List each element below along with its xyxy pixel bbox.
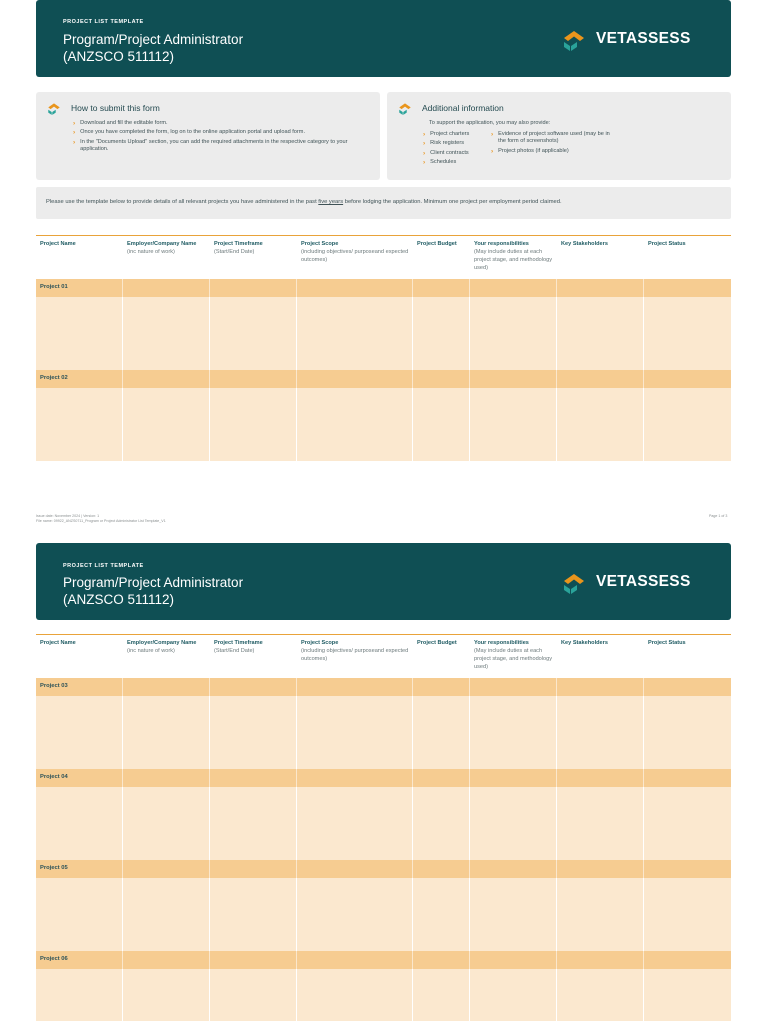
project-row-header: [36, 279, 731, 297]
header-cell: [123, 279, 210, 297]
header-cell: [557, 370, 644, 388]
chevron-right-icon: ›: [491, 131, 494, 138]
entry-cell[interactable]: [644, 696, 731, 769]
entry-cell[interactable]: [123, 878, 210, 951]
list-item: › Project charters: [423, 131, 470, 138]
project-label: Project 04: [36, 769, 123, 787]
header-cell: [297, 279, 413, 297]
column-header: Project Budget: [417, 241, 457, 247]
entry-cell[interactable]: [644, 969, 731, 1021]
entry-cell[interactable]: [123, 969, 210, 1021]
entry-cell[interactable]: [36, 878, 123, 951]
project-row-header: [36, 370, 731, 388]
column-header: Project Name: [40, 241, 76, 247]
additional-info-intro: To support the application, you may also provide:: [429, 120, 551, 126]
entry-cell[interactable]: [297, 388, 413, 461]
vetassess-logo-icon: [397, 101, 413, 115]
list-item: › Evidence of project software used (may be in the form of screenshots): [491, 131, 610, 145]
entry-cell[interactable]: [297, 297, 413, 370]
chevron-right-icon: ›: [423, 140, 426, 148]
entry-cell[interactable]: [123, 388, 210, 461]
chevron-right-icon: ›: [73, 138, 76, 146]
project-row: [36, 878, 731, 951]
header-cell: [210, 769, 297, 787]
entry-cell[interactable]: [644, 388, 731, 461]
header-cell: [470, 860, 557, 878]
entry-cell[interactable]: [470, 878, 557, 951]
column-header: Project Scope (including objectives/ purposeand expected outcomes): [301, 241, 409, 263]
entry-cell[interactable]: [557, 969, 644, 1021]
chevron-right-icon: ›: [73, 120, 76, 127]
column-header: Project Status: [648, 640, 686, 646]
project-row-header: [36, 769, 731, 787]
header-cell: [557, 860, 644, 878]
list-item: › Download and fill the editable form.: [73, 120, 168, 127]
footer-issue-date: Issue date: November 2024 | Version: 1: [36, 514, 100, 518]
header-cell: [210, 279, 297, 297]
column-header: Project Scope (including objectives/ purposeand expected outcomes): [301, 640, 409, 662]
column-header: Project Timeframe (Start/End Date): [214, 241, 263, 255]
entry-cell[interactable]: [297, 878, 413, 951]
vetassess-logo-icon: [46, 101, 62, 115]
list-item: › Schedules: [423, 159, 457, 167]
entry-cell[interactable]: [36, 969, 123, 1021]
entry-cell[interactable]: [297, 787, 413, 860]
list-item: › Risk registers: [423, 140, 465, 148]
column-header: Key Stakeholders: [561, 640, 608, 646]
entry-cell[interactable]: [413, 787, 470, 860]
entry-cell[interactable]: [36, 388, 123, 461]
column-header: Employer/Company Name (inc nature of work): [127, 241, 197, 255]
additional-list-col2: [491, 131, 616, 157]
entry-cell[interactable]: [470, 696, 557, 769]
instruction-notice: Please use the template below to provide details of all relevant projects you have administered in the past five years before lodging the application. Minimum one project per employment period claimed.: [36, 187, 731, 219]
header-cell: [470, 951, 557, 969]
project-row-header: [36, 678, 731, 696]
column-header: Project Name: [40, 640, 76, 646]
page-number: Page 1 of 3: [709, 514, 728, 518]
header-cell: [123, 860, 210, 878]
entry-cell[interactable]: [210, 787, 297, 860]
entry-cell[interactable]: [644, 297, 731, 370]
logo-wordmark: VETASSESS: [596, 30, 691, 47]
entry-cell[interactable]: [644, 878, 731, 951]
template-kicker: PROJECT LIST TEMPLATE: [63, 563, 144, 569]
header-cell: [297, 678, 413, 696]
entry-cell[interactable]: [470, 297, 557, 370]
entry-cell[interactable]: [210, 388, 297, 461]
entry-cell[interactable]: [470, 787, 557, 860]
how-to-submit-heading: [46, 101, 160, 115]
entry-cell[interactable]: [123, 696, 210, 769]
entry-cell[interactable]: [210, 878, 297, 951]
project-label: Project 01: [36, 279, 123, 297]
header-cell: [413, 279, 470, 297]
how-to-submit-box: [36, 92, 380, 180]
vetassess-logo-icon: [560, 27, 588, 51]
entry-cell[interactable]: [557, 878, 644, 951]
project-table-page2: [36, 634, 731, 1021]
page-title: [63, 32, 243, 65]
column-header: Your responsibilities (May include duties at each project stage, and methodology used): [474, 241, 553, 271]
project-row: [36, 787, 731, 860]
header-cell: [557, 279, 644, 297]
page2-header-banner: [36, 543, 731, 620]
title-line-2: (ANZSCO 511112): [63, 591, 175, 607]
list-item: › Once you have completed the form, log on to the online application portal and upload form.: [73, 129, 305, 137]
header-cell: [297, 370, 413, 388]
chevron-right-icon: ›: [491, 147, 494, 155]
column-header: Project Timeframe (Start/End Date): [214, 640, 263, 654]
chevron-right-icon: ›: [423, 159, 426, 167]
header-cell: [644, 678, 731, 696]
title-line-1: Program/Project Administrator: [63, 32, 244, 47]
project-row: [36, 696, 731, 769]
table-header: [36, 634, 731, 678]
column-header: Your responsibilities (May include duties at each project stage, and methodology used): [474, 640, 553, 670]
header-cell: [413, 769, 470, 787]
additional-info-title: Additional information: [422, 103, 504, 113]
vetassess-logo: [560, 570, 691, 594]
entry-cell[interactable]: [210, 969, 297, 1021]
chevron-right-icon: ›: [73, 129, 76, 137]
header-cell: [557, 678, 644, 696]
header-cell: [557, 769, 644, 787]
page1-header-banner: [36, 0, 731, 77]
header-cell: [210, 860, 297, 878]
column-header: Project Status: [648, 241, 686, 247]
page-title: [63, 575, 243, 608]
entry-cell[interactable]: [36, 297, 123, 370]
list-item: › Project photos (if applicable): [491, 147, 569, 155]
entry-cell[interactable]: [36, 696, 123, 769]
list-item: › Client contracts: [423, 149, 469, 157]
column-header: Employer/Company Name (inc nature of work): [127, 640, 197, 654]
project-row-header: [36, 951, 731, 969]
project-row: [36, 388, 731, 461]
header-cell: [123, 769, 210, 787]
header-cell: [470, 370, 557, 388]
project-table-page1: [36, 235, 731, 461]
entry-cell[interactable]: [413, 388, 470, 461]
chevron-right-icon: ›: [423, 149, 426, 157]
five-years-emphasis: five years: [318, 199, 344, 205]
project-label: Project 05: [36, 860, 123, 878]
header-cell: [297, 860, 413, 878]
entry-cell[interactable]: [557, 696, 644, 769]
entry-cell[interactable]: [297, 969, 413, 1021]
header-cell: [123, 678, 210, 696]
entry-cell[interactable]: [36, 787, 123, 860]
vetassess-logo: [560, 27, 691, 51]
additional-info-box: [387, 92, 731, 180]
header-cell: [210, 951, 297, 969]
header-cell: [644, 951, 731, 969]
entry-cell[interactable]: [123, 297, 210, 370]
header-cell: [470, 678, 557, 696]
entry-cell[interactable]: [557, 297, 644, 370]
header-cell: [413, 951, 470, 969]
project-row-header: [36, 860, 731, 878]
project-row: [36, 297, 731, 370]
header-cell: [557, 951, 644, 969]
header-cell: [210, 370, 297, 388]
entry-cell[interactable]: [413, 297, 470, 370]
additional-list-col1: [423, 131, 493, 169]
entry-cell[interactable]: [297, 696, 413, 769]
title-line-1: Program/Project Administrator: [63, 575, 244, 590]
entry-cell[interactable]: [413, 696, 470, 769]
entry-cell[interactable]: [413, 969, 470, 1021]
project-label: Project 06: [36, 951, 123, 969]
header-cell: [644, 370, 731, 388]
column-header: Project Budget: [417, 640, 457, 646]
additional-info-heading: [397, 101, 504, 115]
document-footer: [36, 514, 166, 524]
header-cell: [297, 951, 413, 969]
header-cell: [123, 370, 210, 388]
list-item: › In the "Documents Upload" section, you can add the required attachments in the respective category to your application.: [73, 138, 348, 153]
logo-wordmark: VETASSESS: [596, 573, 691, 590]
header-cell: [123, 951, 210, 969]
project-label: Project 03: [36, 678, 123, 696]
header-cell: [413, 860, 470, 878]
entry-cell[interactable]: [123, 787, 210, 860]
entry-cell[interactable]: [413, 878, 470, 951]
column-header: Key Stakeholders: [561, 241, 608, 247]
entry-cell[interactable]: [470, 388, 557, 461]
entry-cell[interactable]: [557, 787, 644, 860]
chevron-right-icon: ›: [423, 131, 426, 138]
how-to-list: [73, 120, 363, 156]
template-kicker: PROJECT LIST TEMPLATE: [63, 19, 144, 25]
entry-cell[interactable]: [210, 696, 297, 769]
header-cell: [470, 769, 557, 787]
project-label: Project 02: [36, 370, 123, 388]
header-cell: [297, 769, 413, 787]
entry-cell[interactable]: [210, 297, 297, 370]
header-cell: [470, 279, 557, 297]
header-cell: [644, 279, 731, 297]
table-header: [36, 235, 731, 279]
entry-cell[interactable]: [557, 388, 644, 461]
header-cell: [210, 678, 297, 696]
header-cell: [644, 860, 731, 878]
header-cell: [413, 370, 470, 388]
header-cell: [413, 678, 470, 696]
how-to-submit-title: How to submit this form: [71, 103, 160, 113]
title-line-2: (ANZSCO 511112): [63, 48, 175, 64]
header-cell: [644, 769, 731, 787]
entry-cell[interactable]: [470, 969, 557, 1021]
project-row: [36, 969, 731, 1021]
vetassess-logo-icon: [560, 570, 588, 594]
entry-cell[interactable]: [644, 787, 731, 860]
footer-file-name: File name: 09922_ANZS0711_Program or Project Administrator List Template_V1: [36, 519, 166, 523]
